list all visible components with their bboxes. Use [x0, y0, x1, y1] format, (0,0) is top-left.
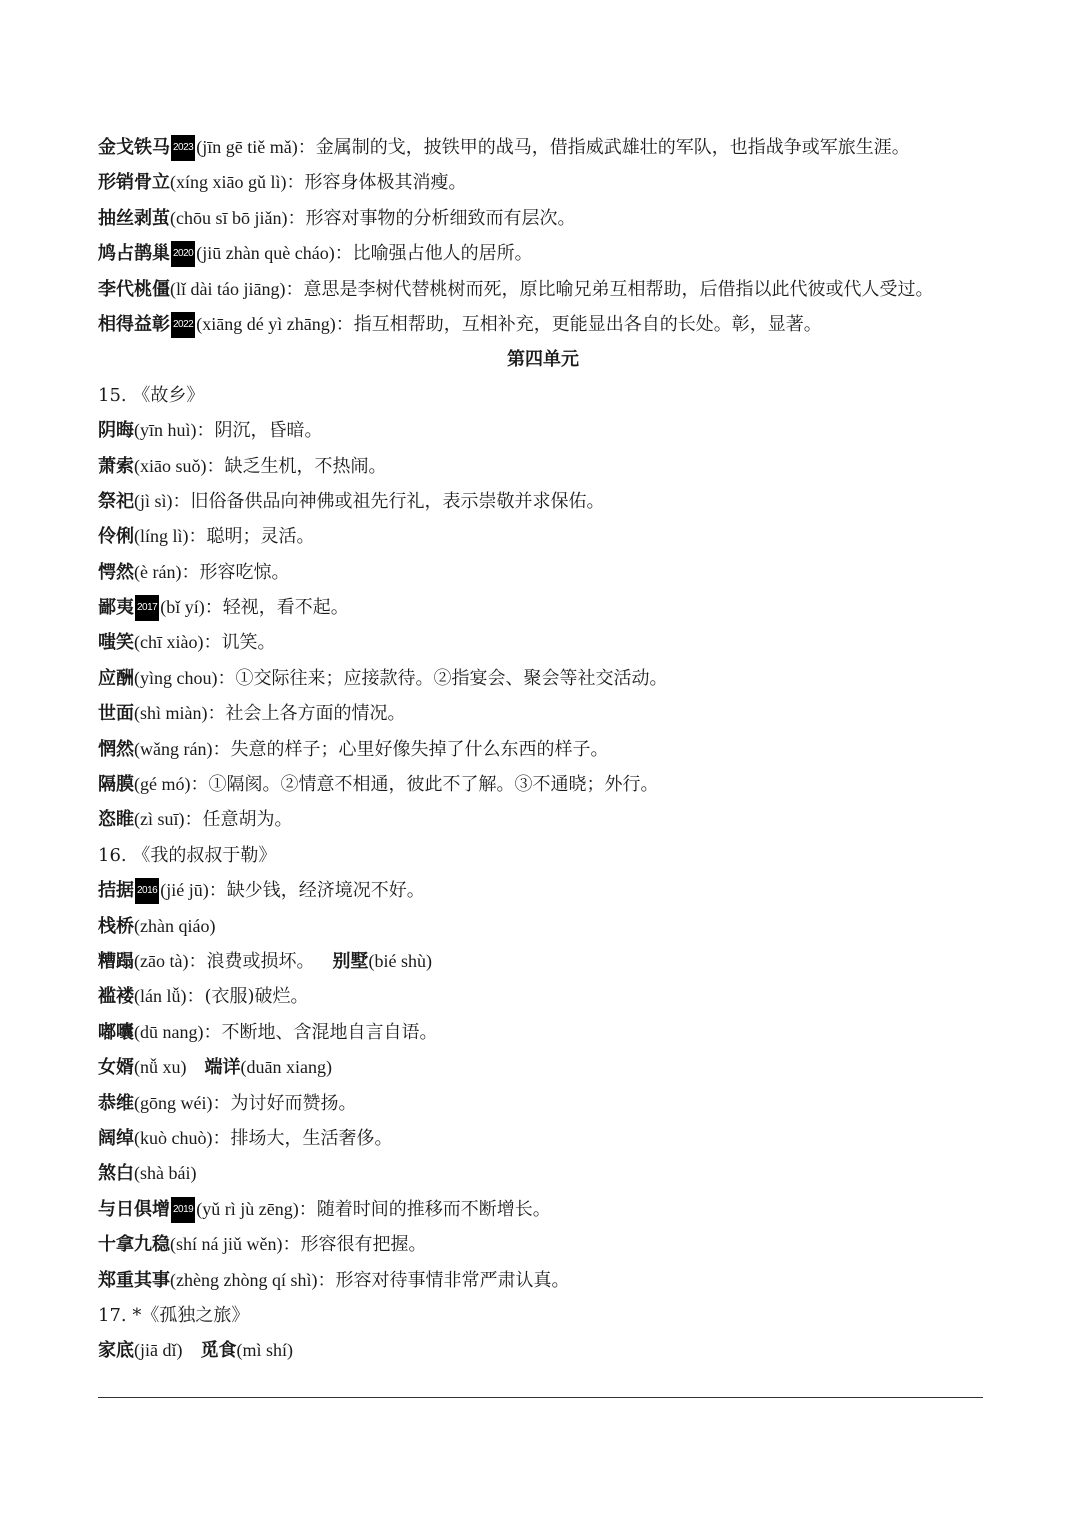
vocab-line [98, 625, 988, 660]
vocab-line [98, 236, 988, 271]
pinyin: (yīn huì) [134, 420, 197, 441]
vocab-term: 栈桥 [98, 915, 134, 937]
definition: ：比喻强占他人的居所。 [334, 243, 533, 265]
definition: ：形容对事物的分析细致而有层次。 [287, 207, 576, 229]
exam-year-badge: 2019 [171, 1197, 195, 1223]
vocab-term: 郑重其事 [98, 1269, 170, 1291]
vocab-line [98, 130, 988, 165]
pinyin: (jiū zhàn què cháo) [196, 243, 335, 264]
pinyin: (nǚ xu) [134, 1057, 187, 1078]
pinyin: (bié shù) [368, 950, 432, 971]
vocab-term: 十拿九稳 [98, 1234, 170, 1256]
pinyin: (chōu sī bō jiǎn) [170, 207, 288, 228]
vocab-term: 女婿 [98, 1057, 134, 1079]
vocab-line [98, 696, 988, 731]
definition: ：排场大，生活奢侈。 [212, 1127, 393, 1149]
vocab-line [98, 165, 988, 200]
vocab-line [98, 1086, 988, 1121]
definition: ：轻视，看不起。 [204, 597, 349, 619]
vocab-term: 糟蹋 [98, 950, 134, 972]
definition: ：形容对待事情非常严肃认真。 [317, 1269, 570, 1291]
definition: ：社会上各方面的情况。 [207, 703, 406, 725]
vocab-term: 鄙夷 [98, 597, 134, 619]
pinyin: (zì suī) [134, 809, 185, 830]
pinyin: (wǎng rán) [134, 738, 213, 759]
vocab-term: 抽丝剥茧 [98, 207, 170, 229]
vocab-term: 惘然 [98, 738, 134, 760]
pinyin: (mì shí) [236, 1340, 293, 1361]
pinyin: (duān xiang) [240, 1057, 332, 1078]
definition: ：浪费或损坏。 [188, 950, 315, 972]
vocab-line [98, 201, 988, 236]
vocab-line [98, 732, 988, 767]
vocab-line [98, 590, 988, 625]
vocab-term: 应酬 [98, 667, 134, 689]
vocab-line [98, 1227, 988, 1262]
definition: ：①隔阂。②情意不相通，彼此不了解。③不通晓；外行。 [190, 774, 659, 796]
definition: ：形容很有把握。 [282, 1234, 427, 1256]
pinyin: (gé mó) [134, 774, 191, 795]
pinyin: (xiāo suǒ) [134, 455, 207, 476]
vocab-line [98, 909, 988, 944]
definition: ：缺乏生机，不热闹。 [206, 455, 387, 477]
definition: ：任意胡为。 [184, 809, 293, 831]
vocab-line [98, 519, 988, 554]
pinyin: (yǔ rì jù zēng) [196, 1198, 299, 1219]
vocab-line [98, 979, 988, 1014]
vocab-line [98, 272, 988, 307]
vocab-term: 嗤笑 [98, 632, 134, 654]
vocab-line [98, 1263, 988, 1298]
pinyin: (shì miàn) [134, 703, 208, 724]
pinyin: (shà bái) [134, 1163, 197, 1184]
vocab-line [98, 1121, 988, 1156]
vocab-term: 阔绰 [98, 1127, 134, 1149]
vocab-term: 形销骨立 [98, 172, 170, 194]
vocab-term: 伶俐 [98, 526, 134, 548]
pinyin: (gōng wéi) [134, 1092, 213, 1113]
vocab-line [98, 555, 988, 590]
exam-year-badge: 2022 [171, 312, 195, 338]
pinyin: (jì sì) [134, 490, 173, 511]
definition: ：旧俗备供品向神佛或祖先行礼，表示崇敬并求保佑。 [172, 490, 605, 512]
vocab-line [98, 413, 988, 448]
exam-year-badge: 2016 [135, 878, 159, 904]
vocab-term: 恭维 [98, 1092, 134, 1114]
vocab-term: 恣睢 [98, 809, 134, 831]
vocab-term: 煞白 [98, 1163, 134, 1185]
vocab-term: 阴晦 [98, 420, 134, 442]
definition: ：不断地、含混地自言自语。 [203, 1021, 438, 1043]
pinyin: (lǐ dài táo jiāng) [170, 278, 286, 299]
definition: ：金属制的戈，披铁甲的战马，借指威武雄壮的军队，也指战争或军旅生涯。 [297, 137, 910, 158]
definition: ：(衣服)破烂。 [186, 986, 309, 1008]
vocab-line [98, 1156, 988, 1191]
vocab-term: 褴褛 [98, 986, 134, 1008]
section-title: 15. 《故乡》 [98, 384, 205, 406]
exam-year-badge: 2017 [135, 595, 159, 621]
vocab-line [98, 1015, 988, 1050]
vocab-line [98, 767, 988, 802]
pinyin: (xíng xiāo gǔ lì) [170, 172, 287, 193]
vocab-term: 鸠占鹊巢 [98, 243, 170, 265]
pinyin: (zhàn qiáo) [134, 915, 216, 936]
vocab-term: 世面 [98, 703, 134, 725]
vocab-term: 嘟囔 [98, 1021, 134, 1043]
vocab-term: 觅食 [200, 1340, 237, 1362]
definition: ：随着时间的推移而不断增长。 [298, 1198, 551, 1220]
definition: ：失意的样子；心里好像失掉了什么东西的样子。 [212, 738, 609, 760]
pinyin: (xiāng dé yì zhāng) [196, 313, 336, 334]
pinyin: (zāo tà) [134, 950, 189, 971]
vocab-term: 别墅 [332, 950, 369, 972]
vocab-term: 愕然 [98, 561, 134, 583]
pinyin: (è rán) [134, 561, 182, 582]
vocab-line [98, 484, 988, 519]
document-body [98, 130, 988, 1369]
pinyin: (lán lǚ) [134, 986, 187, 1007]
vocab-term: 李代桃僵 [98, 278, 170, 300]
pinyin: (jīn gē tiě mǎ) [196, 137, 298, 157]
vocab-line [98, 802, 988, 837]
exam-year-badge: 2020 [171, 241, 195, 267]
vocab-term: 金戈铁马 [98, 137, 170, 158]
unit-heading: 第四单元 [507, 349, 579, 371]
definition: ：缺少钱，经济境况不好。 [208, 880, 425, 902]
vocab-term: 拮据 [98, 880, 134, 902]
definition: ：形容吃惊。 [181, 561, 290, 583]
vocab-line [98, 661, 988, 696]
definition: ：讥笑。 [203, 632, 276, 654]
vocab-line [98, 1192, 988, 1227]
vocab-line [98, 1333, 988, 1368]
vocab-line [98, 944, 988, 979]
pinyin: (kuò chuò) [134, 1127, 213, 1148]
vocab-term: 家底 [98, 1340, 134, 1362]
pinyin: (líng lì) [134, 526, 189, 547]
vocab-term: 与日俱增 [98, 1198, 170, 1220]
vocab-line [98, 307, 988, 342]
pinyin: (chī xiào) [134, 632, 204, 653]
vocab-term: 端详 [204, 1057, 241, 1079]
definition: ：聪明；灵活。 [188, 526, 315, 548]
definition: ：①交际往来；应接款待。②指宴会、聚会等社交活动。 [217, 667, 668, 689]
pinyin: (shí ná jiǔ wěn) [170, 1234, 283, 1255]
section-title: 16. 《我的叔叔于勒》 [98, 844, 277, 866]
vocab-term: 隔膜 [98, 774, 134, 796]
vocab-term: 祭祀 [98, 490, 134, 512]
pinyin: (bǐ yí) [160, 597, 205, 618]
vocab-line [98, 449, 988, 484]
vocab-term: 萧索 [98, 455, 134, 477]
definition: ：为讨好而赞扬。 [212, 1092, 357, 1114]
pinyin: (dū nang) [134, 1021, 204, 1042]
definition: ：意思是李树代替桃树而死，原比喻兄弟互相帮助，后借指以此代彼或代人受过。 [285, 278, 934, 300]
pinyin: (zhèng zhòng qí shì) [170, 1269, 318, 1290]
footer-divider [98, 1397, 983, 1398]
vocab-term: 相得益彰 [98, 313, 170, 335]
definition: ：阴沉，昏暗。 [196, 420, 323, 442]
definition: ：形容身体极其消瘦。 [286, 172, 467, 194]
vocab-line [98, 1050, 988, 1085]
section-title: 17. *《孤独之旅》 [98, 1304, 250, 1326]
pinyin: (jié jū) [160, 880, 209, 901]
pinyin: (jiā dǐ) [134, 1340, 183, 1361]
vocab-line [98, 873, 988, 908]
definition: ：指互相帮助，互相补充，更能显出各自的长处。彰，显著。 [335, 313, 822, 335]
exam-year-badge: 2023 [171, 135, 195, 161]
pinyin: (yìng chou) [134, 667, 218, 688]
